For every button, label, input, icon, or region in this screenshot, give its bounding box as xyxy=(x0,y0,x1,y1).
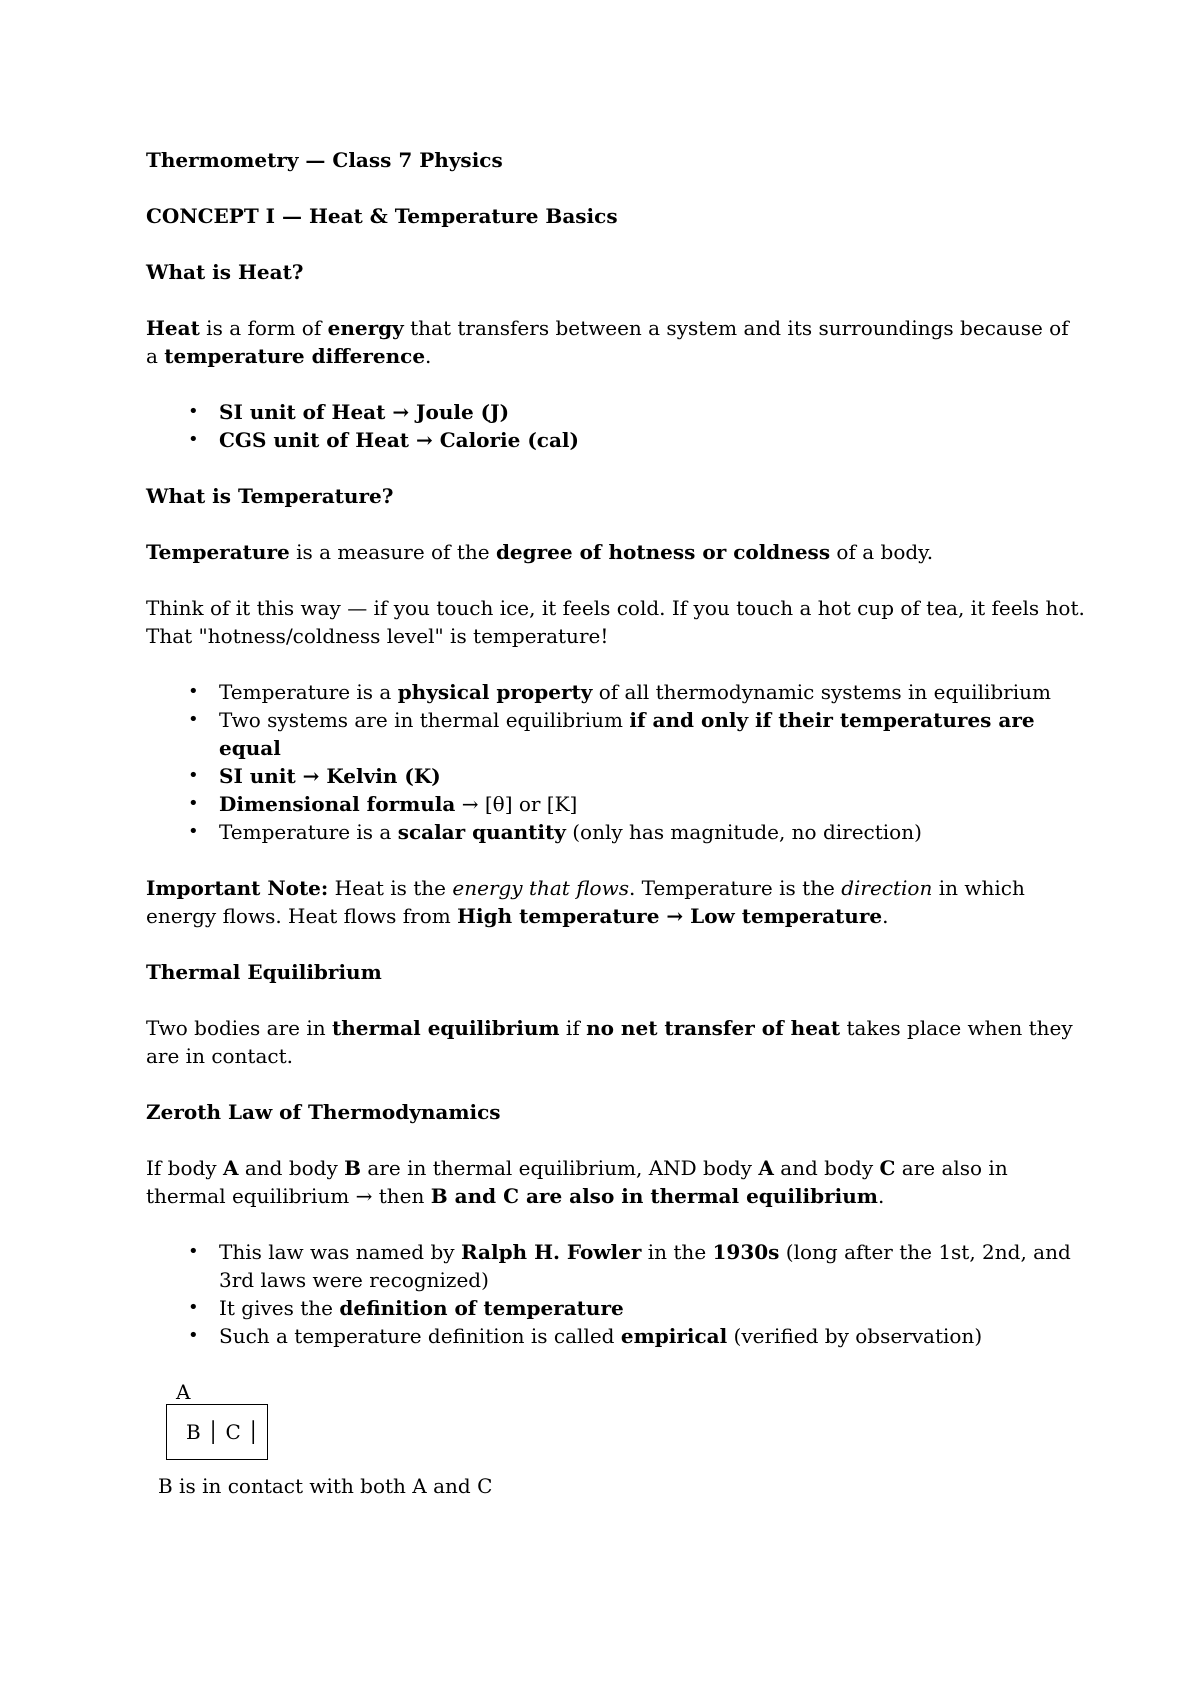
text-run: of a body. xyxy=(830,540,934,564)
document-title: Thermometry — Class 7 Physics xyxy=(146,148,503,172)
text-run: if xyxy=(559,1016,587,1040)
text-run: and body xyxy=(773,1156,880,1180)
text-run: B xyxy=(344,1156,362,1180)
text-run: B and C are also in thermal equilibrium xyxy=(430,1184,878,1208)
text-run: are also in thermal equilibrium → then xyxy=(146,1156,1008,1208)
text-run: . xyxy=(882,904,889,928)
text-run: direction xyxy=(841,876,933,900)
temperature-analogy xyxy=(146,594,1086,650)
list-item xyxy=(146,1322,1086,1350)
list-item xyxy=(146,426,1086,454)
zeroth-law-text xyxy=(146,1154,1086,1210)
concept-heading: CONCEPT I — Heat & Temperature Basics xyxy=(146,204,618,228)
text-run: are in thermal equilibrium, AND body xyxy=(361,1156,759,1180)
text-run: 1930s xyxy=(712,1240,780,1264)
text-run: temperature difference xyxy=(164,344,426,368)
text-run: Heat is the xyxy=(328,876,453,900)
list-item xyxy=(146,790,1086,818)
text-run: (only has magnitude, no direction) xyxy=(565,820,922,844)
text-run: scalar quantity xyxy=(397,820,566,844)
list-item xyxy=(146,1238,1086,1294)
list-item xyxy=(146,678,1086,706)
text-run: Temperature is a xyxy=(219,820,398,844)
text-run: in which energy flows. Heat flows from xyxy=(146,876,1025,928)
text-run: . xyxy=(425,344,432,368)
text-run: Two systems are in thermal equilibrium xyxy=(219,708,630,732)
text-run: empirical xyxy=(620,1324,728,1348)
heat-units-list xyxy=(146,398,1086,454)
text-run: is a measure of the xyxy=(289,540,496,564)
text-run: Dimensional formula xyxy=(219,792,456,816)
text-run: that transfers between a system and its surroundings because of a xyxy=(146,316,1069,368)
text-run: . xyxy=(877,1184,885,1208)
text-run: Heat xyxy=(146,316,200,340)
text-run: if and only if their temperatures are equal xyxy=(219,708,1035,760)
text-run: no net transfer of heat xyxy=(586,1016,841,1040)
list-item xyxy=(146,398,1086,426)
text-run: Ralph H. Fowler xyxy=(460,1240,642,1264)
text-run: Think of it this way — if you touch ice, it feels cold. If you touch a hot cup of tea, it feels hot. That "hotness/coldness level" is temperature! xyxy=(146,596,1085,648)
list-item xyxy=(146,1294,1086,1322)
text-run: and body xyxy=(238,1156,345,1180)
text-run: Temperature xyxy=(146,540,290,564)
text-run: CGS unit of Heat → Calorie (cal) xyxy=(219,428,579,452)
text-run: energy that flows xyxy=(452,876,629,900)
text-run: It gives the xyxy=(219,1296,340,1320)
text-run: of all thermodynamic systems in equilibrium xyxy=(592,680,1051,704)
text-run: A xyxy=(758,1156,774,1180)
text-run: SI unit → Kelvin (K) xyxy=(219,764,441,788)
text-run: definition of temperature xyxy=(339,1296,624,1320)
temperature-definition xyxy=(146,538,1086,566)
text-run: thermal equilibrium xyxy=(331,1016,560,1040)
text-run: SI unit of Heat → Joule (J) xyxy=(219,400,510,424)
text-run: physical property xyxy=(397,680,593,704)
text-run: Important Note: xyxy=(146,876,329,900)
heat-heading: What is Heat? xyxy=(146,260,304,284)
heat-definition xyxy=(146,314,1086,370)
text-run: . Temperature is the xyxy=(628,876,842,900)
equilibrium-text xyxy=(146,1014,1086,1070)
text-run: (long after the 1st, 2nd, and 3rd laws were recognized) xyxy=(219,1240,1071,1292)
text-run: degree of hotness or coldness xyxy=(495,540,831,564)
text-run: in the xyxy=(641,1240,713,1264)
text-run: (verified by observation) xyxy=(727,1324,983,1348)
text-run: takes place when they are in contact. xyxy=(146,1016,1073,1068)
diagram-label-bc: B │ C │ xyxy=(186,1420,260,1444)
temperature-properties-list xyxy=(146,678,1086,846)
contact-diagram xyxy=(146,1378,546,1502)
text-run: → [θ] or [K] xyxy=(455,792,578,816)
text-run: C xyxy=(879,1156,896,1180)
document-content xyxy=(146,146,1086,1502)
text-run: Temperature is a xyxy=(219,680,398,704)
text-run: High temperature → Low temperature xyxy=(457,904,883,928)
diagram-label-a: A xyxy=(176,1380,191,1404)
list-item xyxy=(146,818,1086,846)
text-run: If body xyxy=(146,1156,223,1180)
zeroth-law-list xyxy=(146,1238,1086,1350)
equilibrium-heading: Thermal Equilibrium xyxy=(146,960,382,984)
zeroth-law-heading: Zeroth Law of Thermodynamics xyxy=(146,1100,501,1124)
text-run: energy xyxy=(327,316,404,340)
important-note xyxy=(146,874,1086,930)
diagram-caption: B is in contact with both A and C xyxy=(158,1474,493,1498)
list-item xyxy=(146,762,1086,790)
text-run: A xyxy=(222,1156,239,1180)
text-run: Two bodies are in xyxy=(146,1016,332,1040)
temperature-heading: What is Temperature? xyxy=(146,484,394,508)
list-item xyxy=(146,706,1086,762)
text-run: Such a temperature definition is called xyxy=(219,1324,621,1348)
text-run: This law was named by xyxy=(219,1240,461,1264)
text-run: is a form of xyxy=(199,316,328,340)
